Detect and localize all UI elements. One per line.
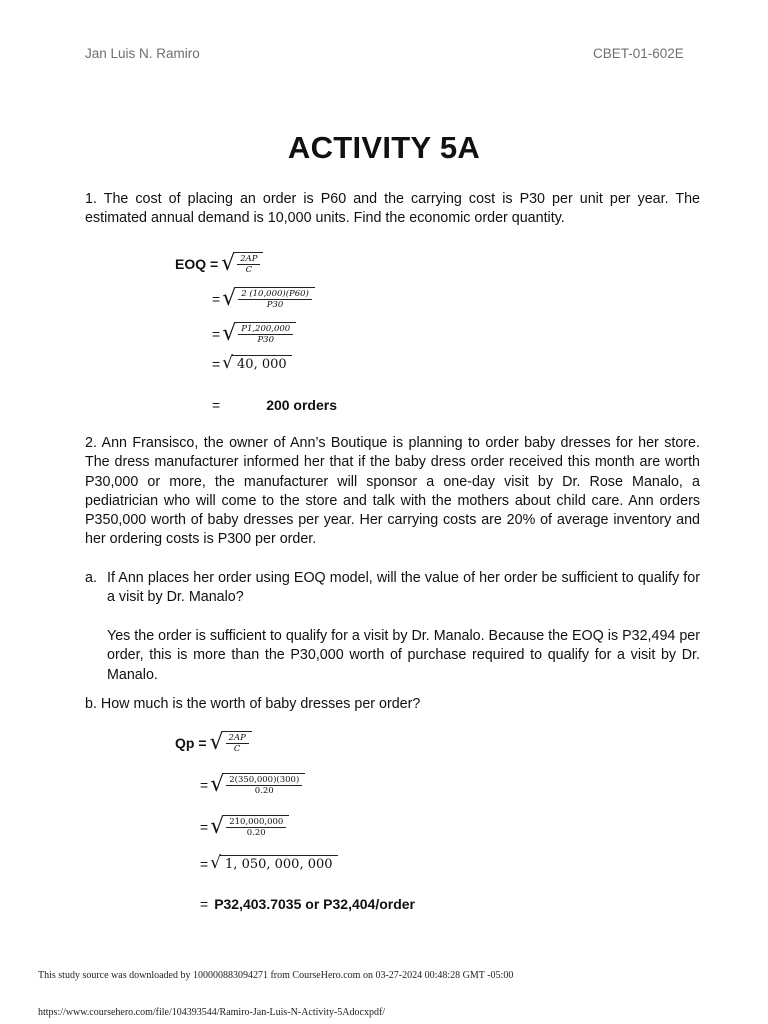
fraction: $\frac{2 (10,000)(P60)}{P30}$ — [238, 289, 312, 310]
radical: √ $\frac{2AP}{C}$ — [210, 731, 252, 754]
eoq-result-value: 200 orders — [266, 397, 338, 413]
radical: √ $\frac{2 (10,000)(P60)}{P30}$ — [222, 287, 315, 310]
item-a-marker: a. — [85, 570, 97, 586]
qp-result-value: P32,403.7035 or P32,404/order — [214, 896, 415, 912]
qp-result: = P32,403.7035 or P32,404/order — [200, 896, 415, 912]
eoq-label: EOQ = — [175, 255, 219, 272]
eoq-step-3: = √ $\frac{P1,200,000}{P30}$ — [212, 322, 296, 345]
radical: √ $\frac{P1,200,000}{P30}$ — [222, 322, 296, 345]
source-url: https://www.coursehero.com/file/104393544/Ramiro-Jan-Luis-N-Activity-5Adocxpdf/ — [38, 1007, 386, 1018]
radical: √ $\frac{210,000,000}{0.20}$ — [210, 815, 289, 838]
radical: √ 1, 050, 000, 000 — [210, 855, 337, 872]
item-a-question: If Ann places her order using EOQ model, will the value of her order be sufficient to qualify for a visit by Dr. Manalo? — [107, 570, 700, 606]
eoq-result: = 200 orders — [212, 397, 338, 413]
fraction: $\frac{2AP}{C}$ — [237, 254, 260, 275]
item-a-answer: Yes the order is sufficient to qualify for a visit by Dr. Manalo. Because the EOQ is P32,494 per order, this is more than the P30,000 worth of purchase required to qualify for a visit by Dr. Manalo. — [107, 628, 700, 683]
radical: √ $\frac{2AP}{C}$ — [221, 252, 263, 275]
eoq-formula — [175, 252, 263, 275]
author-name: Jan Luis N. Ramiro — [85, 46, 200, 61]
page-title: ACTIVITY 5A — [287, 130, 481, 165]
question-2-text: 2. Ann Fransisco, the owner of Ann’s Boutique is planning to order baby dresses for her store. The dress manufacturer informed her that if the baby dress order received this month are worth P30,000 or more, the manufacturer will sponsor a one-day visit by Dr. Rose Manalo, a pediatrician who will come to the store and talk with the mothers about child care. Ann orders P350,000 worth of baby dresses per year. Her carrying costs are 20% of average inventory and her ordering costs is P300 per order. — [85, 435, 700, 548]
radical: √ $\frac{2(350,000)(300)}{0.20}$ — [210, 773, 305, 796]
fraction: $\frac{2AP}{C}$ — [226, 733, 249, 754]
question-1-text: 1. The cost of placing an order is P60 and the carrying cost is P30 per unit per year. The estimated annual demand is 10,000 units. Find the economic order quantity. — [85, 191, 700, 227]
qp-label: Qp = — [175, 734, 207, 751]
download-notice: This study source was downloaded by 100000883094271 from CourseHero.com on 03-27-2024 00:48:28 GMT -05:00 — [38, 970, 514, 981]
fraction: $\frac{P1,200,000}{P30}$ — [238, 324, 293, 345]
eoq-step-2: = √ $\frac{2 (10,000)(P60)}{P30}$ — [212, 287, 315, 310]
eoq-step-4: = √ 40, 000 — [212, 355, 292, 372]
qp-step-3: = √ $\frac{210,000,000}{0.20}$ — [200, 815, 289, 838]
fraction: $\frac{2(350,000)(300)}{0.20}$ — [226, 775, 302, 796]
radical: √ 40, 000 — [222, 355, 291, 372]
qp-step-2: = √ $\frac{2(350,000)(300)}{0.20}$ — [200, 773, 305, 796]
qp-formula — [175, 731, 252, 754]
fraction: $\frac{210,000,000}{0.20}$ — [226, 817, 286, 838]
course-code: CBET-01-602E — [593, 46, 684, 61]
item-b-question: b. How much is the worth of baby dresses per order? — [85, 696, 421, 712]
qp-step-4: = √ 1, 050, 000, 000 — [200, 855, 338, 872]
